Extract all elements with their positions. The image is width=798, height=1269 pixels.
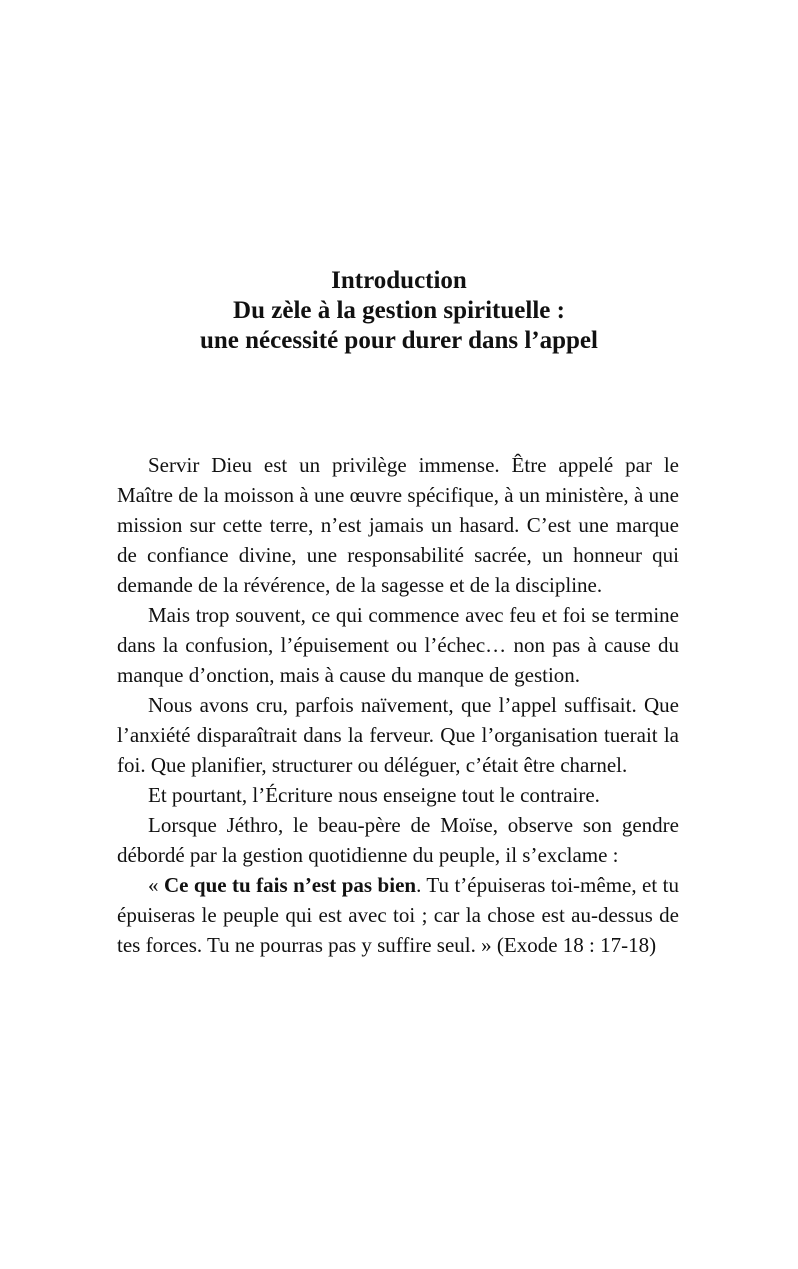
paragraph: Mais trop souvent, ce qui commence avec feu et foi se termine dans la confusion, l’épuisement ou l’échec… non pas à cause du manque d’onction, mais à cause du manque de gestion. — [117, 603, 679, 687]
paragraph: Nous avons cru, parfois naïvement, que l’appel suffisait. Que l’anxiété disparaîtrait dans la ferveur. Que l’organisation tuerait la foi. Que planifier, structurer ou déléguer, c’était être charnel. — [117, 693, 679, 777]
paragraph: Servir Dieu est un privilège immense. Être appelé par le Maître de la moisson à une œuvre spécifique, à un ministère, à une mission sur cette terre, n’est jamais un hasard. C’est une marque de confiance divine, une responsabilité sacrée, un honneur qui demande de la révérence, de la sagesse et de la discipline. — [117, 453, 679, 597]
quote-open-mark: « — [148, 873, 164, 897]
paragraph: Lorsque Jéthro, le beau-père de Moïse, observe son gendre débordé par la gestion quotidienne du peuple, il s’exclame : — [117, 813, 679, 867]
quote-emphasis: Ce que tu fais n’est pas bien — [163, 873, 417, 897]
quote-text: . Tu t’épuiseras toi-même, et tu épuiseras le peuple qui est avec toi ; car la chose est au-dessus de tes forces. Tu ne pourras pas y suffire seul. » (Exode 18 : 17-18) — [117, 873, 679, 957]
scripture-quote — [117, 870, 679, 960]
chapter-subtitle-line-1: Du zèle à la gestion spirituelle : — [233, 297, 565, 324]
paragraph: Et pourtant, l’Écriture nous enseigne tout le contraire. — [148, 783, 600, 807]
body-text — [117, 450, 679, 960]
chapter-title: Introduction — [331, 267, 467, 294]
chapter-heading — [0, 266, 798, 356]
chapter-subtitle-line-2: une nécessité pour durer dans l’appel — [200, 327, 598, 354]
